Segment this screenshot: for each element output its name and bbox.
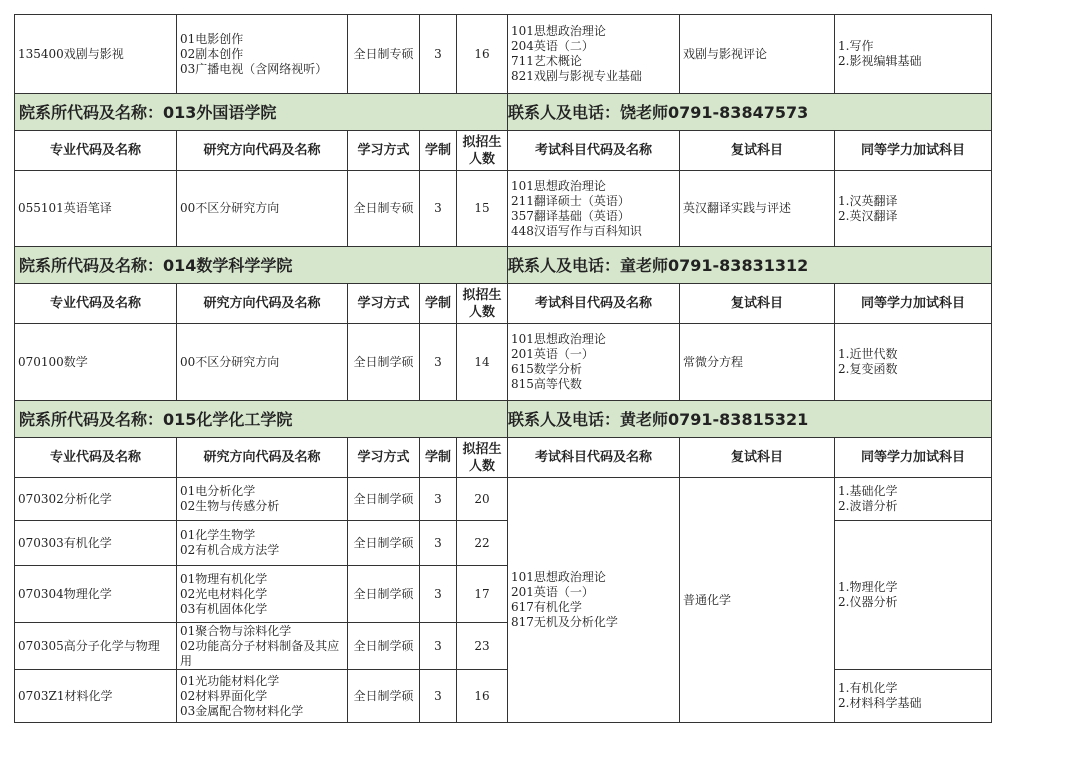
- department-name: 院系所代码及名称：015化学化工学院: [15, 401, 508, 438]
- header-exam: 考试科目代码及名称: [508, 131, 680, 171]
- direction-cell: 01物理有机化学 02光电材料化学 03有机固体化学: [177, 566, 348, 623]
- header-row: [15, 284, 992, 324]
- header-direction: 研究方向代码及名称: [177, 131, 348, 171]
- quota-cell: 20: [457, 478, 508, 521]
- direction-cell: 01电影创作 02剧本创作 03广播电视（含网络视听）: [177, 15, 348, 94]
- major-cell: 070100数学: [15, 324, 177, 401]
- years-cell: 3: [420, 521, 457, 566]
- extra-cell: 1.写作 2.影视编辑基础: [835, 15, 992, 94]
- header-retest: 复试科目: [680, 284, 835, 324]
- years-cell: 3: [420, 566, 457, 623]
- header-years: 学制: [420, 284, 457, 324]
- major-cell: 070303有机化学: [15, 521, 177, 566]
- department-row: [15, 94, 992, 131]
- header-major: 专业代码及名称: [15, 284, 177, 324]
- quota-cell: 16: [457, 15, 508, 94]
- direction-cell: 00不区分研究方向: [177, 324, 348, 401]
- years-cell: 3: [420, 478, 457, 521]
- admissions-table: [14, 14, 991, 723]
- header-retest: 复试科目: [680, 131, 835, 171]
- exam-cell: 101思想政治理论 201英语（一） 615数学分析 815高等代数: [508, 324, 680, 401]
- header-years: 学制: [420, 131, 457, 171]
- major-cell: 055101英语笔译: [15, 171, 177, 247]
- extra-cell: 1.汉英翻译 2.英汉翻译: [835, 171, 992, 247]
- exam-cell: 101思想政治理论 211翻译硕士（英语） 357翻译基础（英语） 448汉语写作与百科知识: [508, 171, 680, 247]
- extra-cell: 1.基础化学 2.波谱分析: [835, 478, 992, 521]
- major-cell: 070302分析化学: [15, 478, 177, 521]
- department-name: 院系所代码及名称：013外国语学院: [15, 94, 508, 131]
- retest-cell: 常微分方程: [680, 324, 835, 401]
- header-major: 专业代码及名称: [15, 131, 177, 171]
- extra-cell: 1.近世代数 2.复变函数: [835, 324, 992, 401]
- quota-cell: 16: [457, 670, 508, 723]
- years-cell: 3: [420, 623, 457, 670]
- header-row: [15, 131, 992, 171]
- header-exam: 考试科目代码及名称: [508, 284, 680, 324]
- direction-cell: 01电分析化学 02生物与传感分析: [177, 478, 348, 521]
- retest-cell: 戏剧与影视评论: [680, 15, 835, 94]
- shared-extra-cell: 1.物理化学 2.仪器分析: [835, 521, 992, 670]
- years-cell: 3: [420, 171, 457, 247]
- mode-cell: 全日制学硕: [348, 623, 420, 670]
- quota-cell: 17: [457, 566, 508, 623]
- header-major: 专业代码及名称: [15, 438, 177, 478]
- header-row: [15, 438, 992, 478]
- header-direction: 研究方向代码及名称: [177, 438, 348, 478]
- header-exam: 考试科目代码及名称: [508, 438, 680, 478]
- table-row: [15, 324, 992, 401]
- direction-cell: 01化学生物学 02有机合成方法学: [177, 521, 348, 566]
- mode-cell: 全日制学硕: [348, 521, 420, 566]
- department-name: 院系所代码及名称：014数学科学学院: [15, 247, 508, 284]
- header-years: 学制: [420, 438, 457, 478]
- header-quota: 拟招生人数: [457, 284, 508, 324]
- years-cell: 3: [420, 670, 457, 723]
- quota-cell: 15: [457, 171, 508, 247]
- department-row: [15, 401, 992, 438]
- header-extra: 同等学力加试科目: [835, 438, 992, 478]
- shared-retest-cell: 普通化学: [680, 478, 835, 723]
- department-contact: 联系人及电话：饶老师0791-83847573: [508, 94, 992, 131]
- years-cell: 3: [420, 15, 457, 94]
- direction-cell: 00不区分研究方向: [177, 171, 348, 247]
- major-cell: 135400戏剧与影视: [15, 15, 177, 94]
- department-row: [15, 247, 992, 284]
- header-retest: 复试科目: [680, 438, 835, 478]
- table-row: [15, 670, 992, 723]
- department-contact: 联系人及电话：童老师0791-83831312: [508, 247, 992, 284]
- exam-cell: 101思想政治理论 204英语（二） 711艺术概论 821戏剧与影视专业基础: [508, 15, 680, 94]
- quota-cell: 23: [457, 623, 508, 670]
- header-extra: 同等学力加试科目: [835, 284, 992, 324]
- years-cell: 3: [420, 324, 457, 401]
- table-row: [15, 478, 992, 521]
- header-mode: 学习方式: [348, 438, 420, 478]
- header-extra: 同等学力加试科目: [835, 131, 992, 171]
- table-row: [15, 15, 992, 94]
- header-mode: 学习方式: [348, 284, 420, 324]
- shared-exam-cell: 101思想政治理论 201英语（一） 617有机化学 817无机及分析化学: [508, 478, 680, 723]
- mode-cell: 全日制学硕: [348, 670, 420, 723]
- direction-cell: 01光功能材料化学 02材料界面化学 03金属配合物材料化学: [177, 670, 348, 723]
- table-row: [15, 171, 992, 247]
- table-row: [15, 521, 992, 566]
- retest-cell: 英汉翻译实践与评述: [680, 171, 835, 247]
- mode-cell: 全日制专硕: [348, 171, 420, 247]
- header-mode: 学习方式: [348, 131, 420, 171]
- mode-cell: 全日制学硕: [348, 566, 420, 623]
- mode-cell: 全日制专硕: [348, 15, 420, 94]
- major-cell: 070304物理化学: [15, 566, 177, 623]
- mode-cell: 全日制学硕: [348, 324, 420, 401]
- header-direction: 研究方向代码及名称: [177, 284, 348, 324]
- extra-cell: 1.有机化学 2.材料科学基础: [835, 670, 992, 723]
- direction-cell: 01聚合物与涂料化学 02功能高分子材料制备及其应用: [177, 623, 348, 670]
- department-contact: 联系人及电话：黄老师0791-83815321: [508, 401, 992, 438]
- header-quota: 拟招生人数: [457, 131, 508, 171]
- major-cell: 070305高分子化学与物理: [15, 623, 177, 670]
- quota-cell: 22: [457, 521, 508, 566]
- quota-cell: 14: [457, 324, 508, 401]
- header-quota: 拟招生人数: [457, 438, 508, 478]
- mode-cell: 全日制学硕: [348, 478, 420, 521]
- major-cell: 0703Z1材料化学: [15, 670, 177, 723]
